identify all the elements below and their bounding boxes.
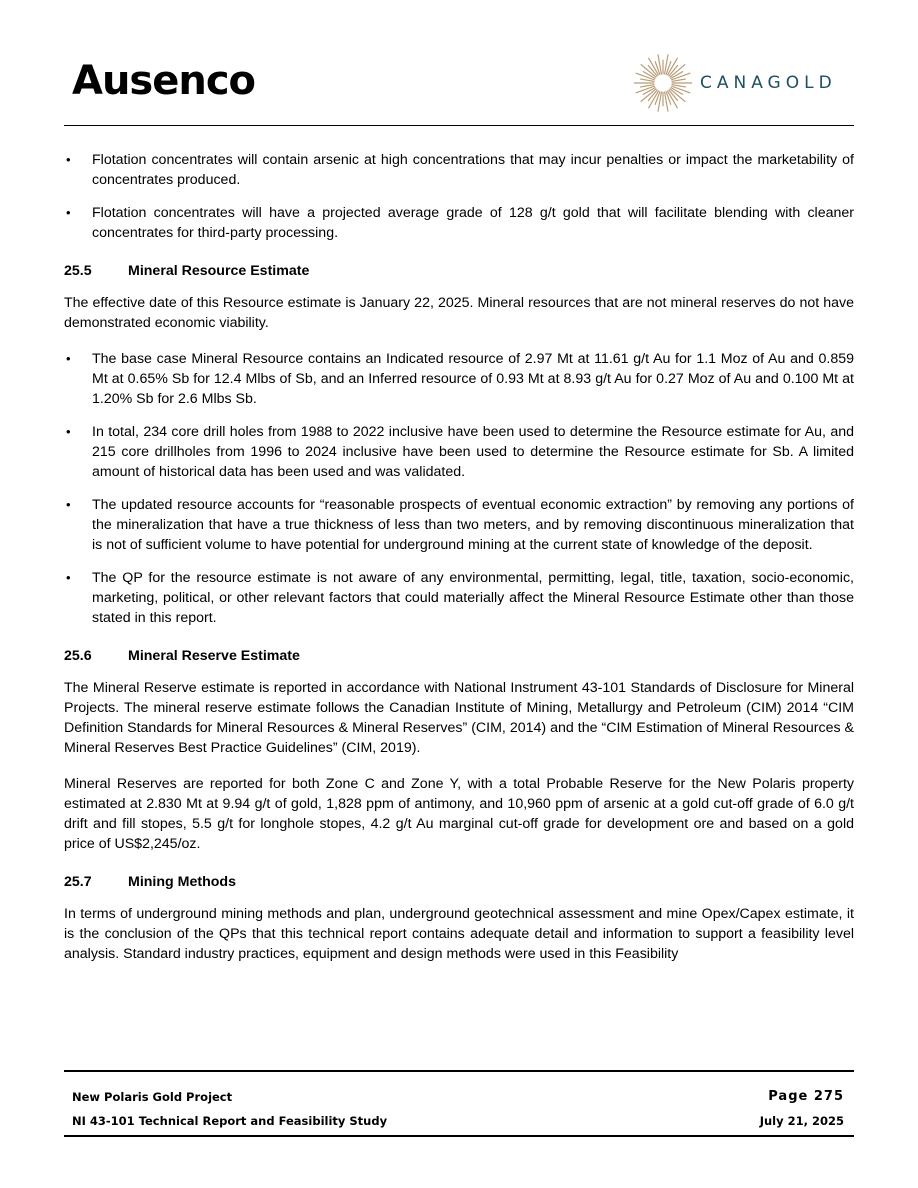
bullet-icon: • (66, 351, 71, 366)
top-bullet-list (64, 150, 854, 243)
paragraph: Mineral Reserves are reported for both Zone C and Zone Y, with a total Probable Reserve for the New Polaris property estimated at 2.830 Mt at 9.94 g/t of gold, 1,828 ppm of antimony, and 10,960 ppm of arsenic at a gold cut-off grade of 6.0 g/t drift and fill stopes, 5.5 g/t for longhole stopes, 4.2 g/t Au marginal cut-off grade for development ore and based on a gold price of US$2,245/oz. (64, 776, 854, 852)
bullet-icon: • (66, 152, 71, 167)
bullet-icon: • (66, 570, 71, 585)
bullet-icon: • (66, 424, 71, 439)
paragraph: The Mineral Reserve estimate is reported in accordance with National Instrument 43-101 Standards of Disclosure for Mineral Projects. The mineral reserve estimate follows the Canadian Institute of Mining, Metallurgy and Petroleum (CIM) 2014 “CIM Definition Standards for Mineral Resources & Mineral Reserves” (CIM, 2014) and the “CIM Estimation of Mineral Resources & Mineral Reserves Best Practice Guidelines” (CIM, 2019). (64, 680, 854, 756)
canagold-logo (632, 50, 837, 116)
footer-divider-top (64, 1070, 854, 1072)
ausenco-logo (72, 56, 255, 106)
footer-right (760, 1085, 844, 1133)
list-item: • The base case Mineral Resource contains an Indicated resource of 2.97 Mt at 11.61 g/t Au for 1.1 Moz of Au and 0.859 Mt at 0.65% Sb for 12.4 Mlbs of Sb, and an Inferred resource of 0.93 Mt at 8.93 g/t Au for 0.27 Moz of Au and 0.100 Mt at 1.20% Sb for 2.6 Mlbs Sb. (66, 351, 854, 407)
paragraph: The effective date of this Resource estimate is January 22, 2025. Mineral resources that are not mineral reserves do not have demonstrated economic viability. (64, 295, 854, 331)
sunburst-icon (632, 52, 694, 114)
ausenco-logo-text: Ausenco (72, 58, 256, 104)
list-item: • Flotation concentrates will contain arsenic at high concentrations that may incur penalties or impact the marketability of concentrates produced. (66, 152, 854, 188)
paragraph: In terms of underground mining methods and plan, underground geotechnical assessment and mine Opex/Capex estimate, it is the conclusion of the QPs that this technical report contains adequate detail and information to support a feasibility level analysis. Standard industry practices, equipment and design methods were used in this Feasibility (64, 906, 854, 962)
footer-divider-bottom (64, 1135, 854, 1137)
header-divider (64, 125, 854, 126)
footer-report-title: NI 43-101 Technical Report and Feasibility Study (72, 1114, 388, 1128)
report-body (64, 150, 854, 980)
footer-left (72, 1085, 387, 1133)
resource-bullet-list (64, 349, 854, 628)
bullet-icon: • (66, 497, 71, 512)
list-item: • Flotation concentrates will have a projected average grade of 128 g/t gold that will facilitate blending with cleaner concentrates for third-party processing. (66, 205, 854, 241)
list-item: • The QP for the resource estimate is not aware of any environmental, permitting, legal, title, taxation, socio-economic, marketing, political, or other relevant factors that could materially affect the Mineral Resource Estimate other than those stated in this report. (66, 570, 854, 626)
canagold-logo-text: CANAGOLD (700, 73, 837, 93)
list-item: • The updated resource accounts for “reasonable prospects of eventual economic extraction” by removing any portions of the mineralization that have a true thickness of less than two meters, and by removing discontinuous mineralization that is not of sufficient volume to have potential for underground mining at the current state of knowledge of the deposit. (66, 497, 854, 553)
section-heading-25-7: 25.7 Mining Methods (64, 874, 236, 890)
footer-project-name: New Polaris Gold Project (72, 1090, 233, 1104)
list-item: • In total, 234 core drill holes from 1988 to 2022 inclusive have been used to determine the Resource estimate for Au, and 215 core drillholes from 1996 to 2024 inclusive have been used to determine the Resource estimate for Sb. A limited amount of historical data has been used and was validated. (66, 424, 854, 480)
section-heading-25-6: 25.6 Mineral Reserve Estimate (64, 648, 300, 664)
footer-date: July 21, 2025 (759, 1114, 844, 1128)
section-heading-25-5: 25.5 Mineral Resource Estimate (64, 263, 310, 279)
bullet-icon: • (66, 205, 71, 220)
page-number: Page 275 (768, 1089, 844, 1104)
